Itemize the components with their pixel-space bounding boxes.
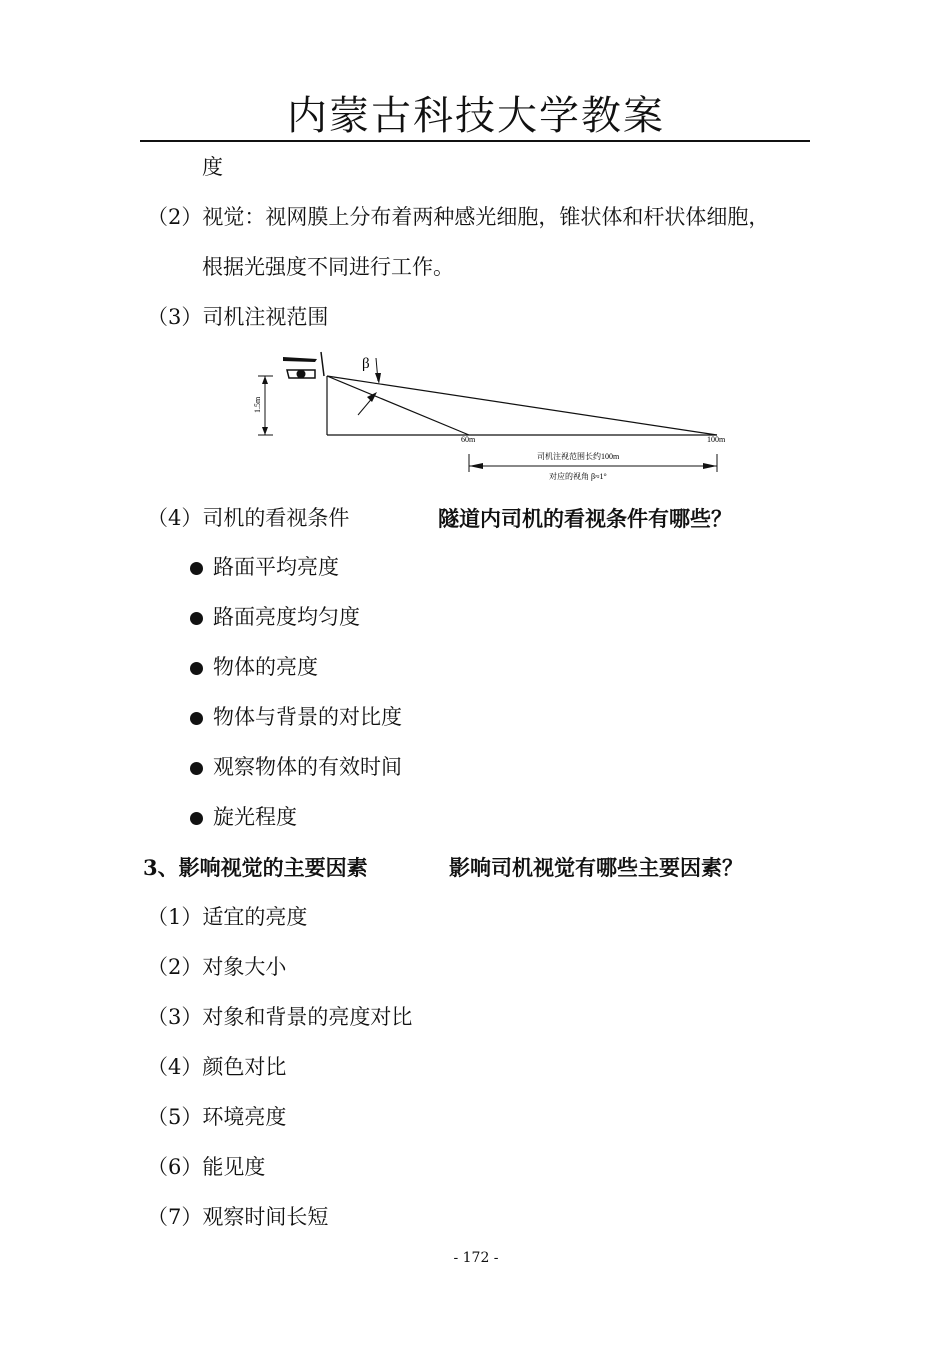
height-label: 1.5m bbox=[253, 396, 262, 413]
item-3-text: （3）司机注视范围 bbox=[147, 305, 329, 329]
bullet-dot-icon bbox=[190, 712, 203, 725]
bullet-dot-icon bbox=[190, 762, 203, 775]
bullet-dot-icon bbox=[190, 562, 203, 575]
face-profile-line bbox=[321, 352, 324, 376]
range-arrow-right bbox=[703, 463, 717, 469]
item-4-question: 隧道内司机的看视条件有哪些？ bbox=[438, 506, 732, 531]
factor-item: （4）颜色对比 bbox=[147, 1055, 287, 1079]
page-number: - 172 - bbox=[453, 1250, 499, 1266]
range-arrow-left bbox=[469, 463, 483, 469]
item-2-text: （2）视觉：视网膜上分布着两种感光细胞，锥状体和杆状体细胞， bbox=[147, 205, 770, 229]
angle-label: 对应的视角 β≈1° bbox=[549, 472, 607, 481]
mark-100m: 100m bbox=[707, 435, 726, 444]
bullet-item: 路面亮度均匀度 bbox=[213, 605, 360, 629]
factor-item: （1）适宜的亮度 bbox=[147, 905, 308, 929]
bullet-item: 旋光程度 bbox=[213, 805, 297, 829]
eye-pupil bbox=[297, 370, 306, 379]
item-2-continuation: 根据光强度不同进行工作。 bbox=[202, 255, 454, 279]
bullet-dot-icon bbox=[190, 612, 203, 625]
factor-item: （3）对象和背景的亮度对比 bbox=[147, 1005, 413, 1029]
eyebrow-shape bbox=[283, 357, 317, 362]
bullet-item: 物体与背景的对比度 bbox=[213, 705, 402, 729]
bullet-item: 物体的亮度 bbox=[213, 655, 318, 679]
page-header-title: 内蒙古科技大学教案 bbox=[287, 93, 665, 139]
factor-item: （5）环境亮度 bbox=[147, 1105, 287, 1129]
bullet-item: 观察物体的有效时间 bbox=[213, 755, 402, 779]
gaze-range-diagram bbox=[245, 348, 735, 483]
item-4-text: （4）司机的看视条件 bbox=[147, 506, 350, 530]
sightline-60m bbox=[327, 376, 469, 435]
factor-item: （7）观察时间长短 bbox=[147, 1205, 329, 1229]
beta-label: β bbox=[362, 356, 370, 372]
continuation-text: 度 bbox=[202, 155, 223, 179]
height-arrow-up bbox=[262, 376, 268, 384]
factor-item: （2）对象大小 bbox=[147, 955, 287, 979]
section-3-question: 影响司机视觉有哪些主要因素？ bbox=[449, 855, 743, 880]
section-3-title: 3、影响视觉的主要因素 bbox=[143, 855, 368, 880]
factor-item: （6）能见度 bbox=[147, 1155, 266, 1179]
beta-arrow-top-head bbox=[375, 373, 381, 384]
bullet-dot-icon bbox=[190, 662, 203, 675]
range-label: 司机注视范围长约100m bbox=[537, 452, 620, 461]
mark-60m: 60m bbox=[461, 435, 476, 444]
sightline-100m bbox=[327, 376, 717, 435]
bullet-item: 路面平均亮度 bbox=[213, 555, 339, 579]
bullet-dot-icon bbox=[190, 812, 203, 825]
header-rule bbox=[140, 140, 810, 142]
height-arrow-down bbox=[262, 427, 268, 435]
